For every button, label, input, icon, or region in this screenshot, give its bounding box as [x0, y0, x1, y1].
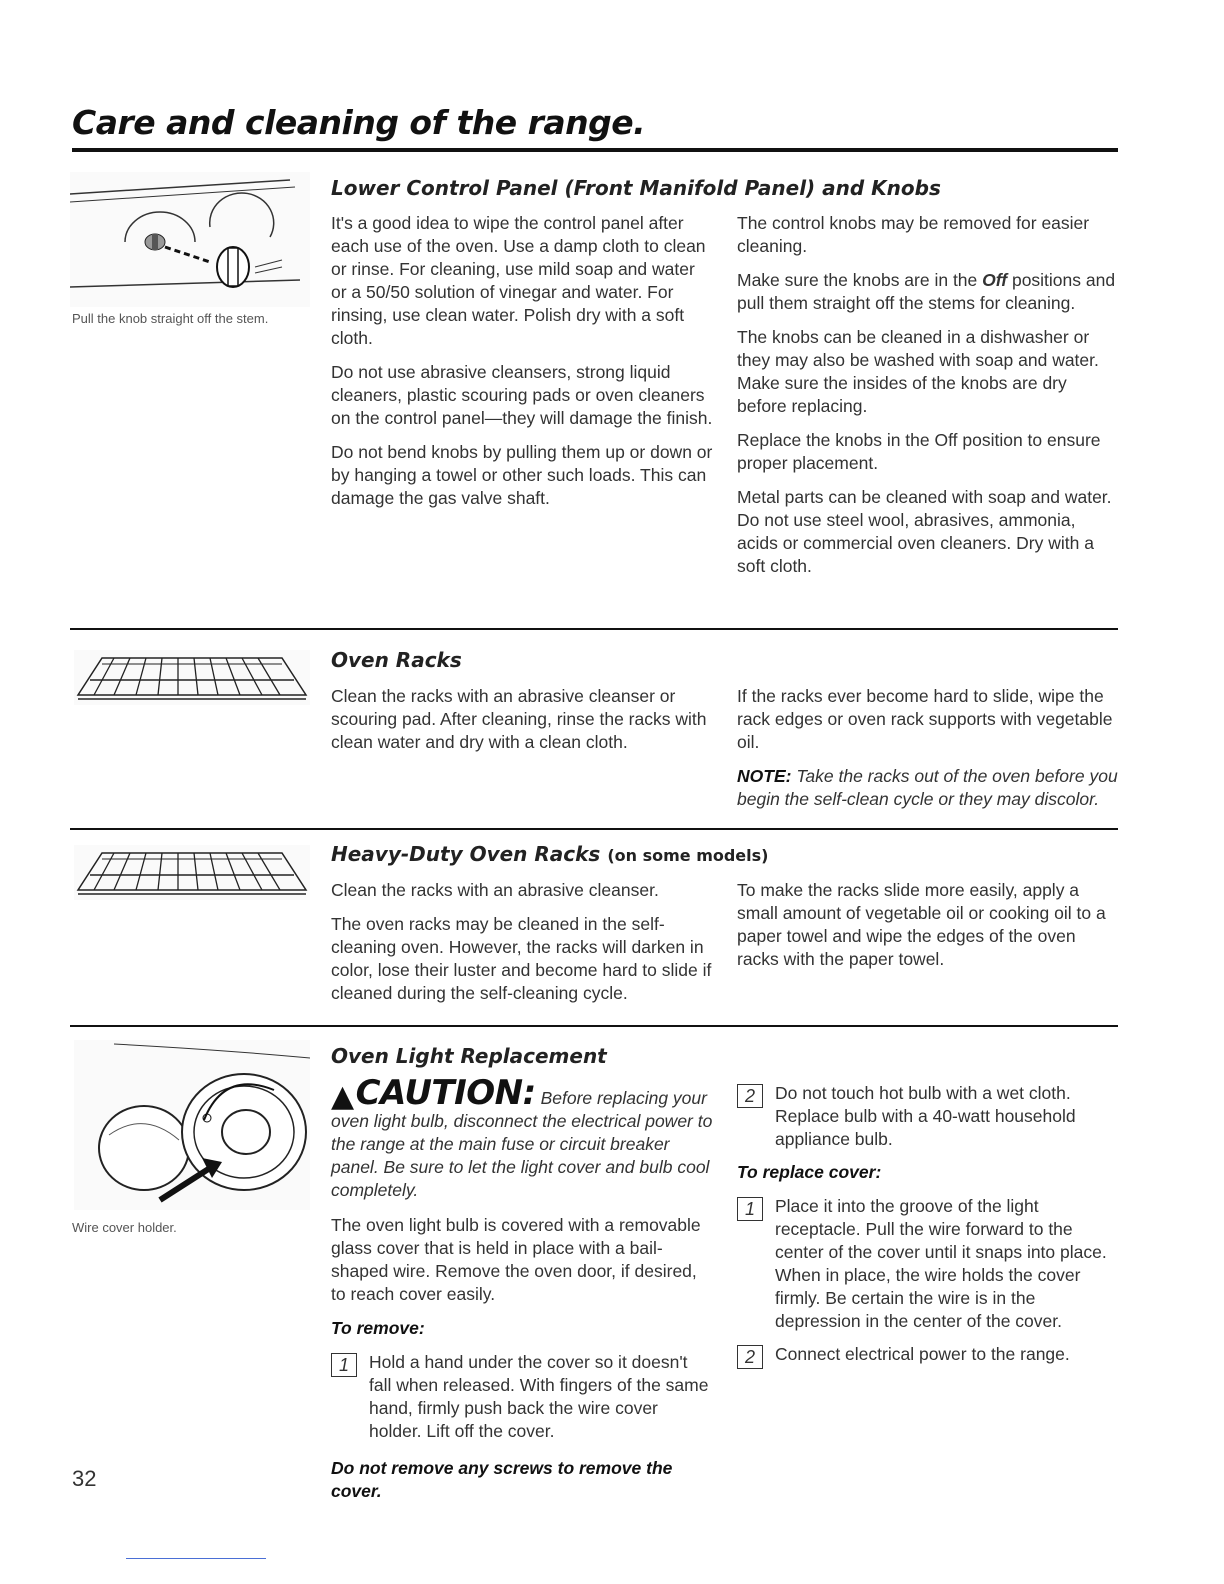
screws-warning: Do not remove any screws to remove the cover. [331, 1458, 673, 1501]
off-emphasis: Off [982, 270, 1008, 290]
oven-light-left-column [331, 1073, 713, 1514]
section-divider [70, 1025, 1118, 1027]
paragraph: The control knobs may be removed for easier cleaning. [737, 213, 1090, 256]
replace-heading: To replace cover: [737, 1162, 882, 1182]
section-divider [70, 828, 1118, 830]
light-cover-illustration [74, 1040, 310, 1210]
oven-light-title: Oven Light Replacement [331, 1044, 607, 1068]
step-number: 1 [331, 1353, 357, 1377]
section-divider [70, 628, 1118, 630]
step-number: 1 [737, 1197, 763, 1221]
wire-cover-caption: Wire cover holder. [72, 1220, 177, 1235]
heavy-duty-rack-illustration [74, 845, 310, 900]
paragraph: Clean the racks with an abrasive cleanser. [331, 880, 659, 900]
note-paragraph [737, 765, 1119, 811]
oven-racks-title: Oven Racks [331, 648, 462, 672]
paragraph: The knobs can be cleaned in a dishwasher or they may also be washed with soap and water. Make sure the insides of the knobs are dry before replacing. [737, 327, 1099, 416]
heavy-duty-right-column [737, 879, 1119, 982]
heavy-duty-left-column [331, 879, 713, 1016]
step-text: Hold a hand under the cover so it doesn't fall when released. With fingers of the same hand, firmly push back the wire cover holder. Lift off the cover. [369, 1352, 709, 1441]
replace-step [737, 1343, 1119, 1369]
step-text: Connect electrical power to the range. [775, 1344, 1070, 1364]
text: Make sure the knobs are in the [737, 270, 983, 290]
note-label: NOTE: [737, 766, 792, 786]
title-divider [72, 148, 1118, 152]
heavy-duty-title-text: Heavy-Duty Oven Racks [331, 842, 601, 866]
caution-paragraph [331, 1073, 713, 1202]
step-text: Do not touch hot bulb with a wet cloth. Replace bulb with a 40-watt household appliance bulb. [775, 1083, 1076, 1149]
knob-illustration [70, 172, 310, 307]
step-number: 2 [737, 1084, 763, 1108]
control-panel-right-column [737, 212, 1119, 589]
paragraph: Do not use abrasive cleansers, strong liquid cleaners, plastic scouring pads or oven cleaners on the control panel—they will damage the finish. [331, 362, 713, 428]
page-title: Care and cleaning of the range. [72, 103, 646, 142]
paragraph: It's a good idea to wipe the control panel after each use of the oven. Use a damp cloth to clean or rinse. For cleaning, use mild soap and water or a 50/50 solution of vinegar and water. For rinsing, use clean water. Polish dry with a soft cloth. [331, 213, 706, 348]
heavy-duty-title-suffix: (on some models) [607, 846, 769, 865]
paragraph: Do not bend knobs by pulling them up or down or by hanging a towel or other such loads. This can damage the gas valve shaft. [331, 442, 713, 508]
knob-caption: Pull the knob straight off the stem. [72, 311, 269, 326]
footer-line [126, 1558, 266, 1559]
note-text: Take the racks out of the oven before you begin the self-clean cycle or they may discolor. [737, 766, 1118, 809]
bulb-step [737, 1082, 1119, 1151]
heavy-duty-title [331, 842, 768, 866]
paragraph: Clean the racks with an abrasive cleanser or scouring pad. After cleaning, rinse the racks with clean water and dry with a clean cloth. [331, 686, 707, 752]
paragraph: The oven racks may be cleaned in the self-cleaning oven. However, the racks will darken in color, lose their luster and become hard to slide if cleaned during the self-cleaning cycle. [331, 914, 712, 1003]
oven-racks-right-column [737, 685, 1119, 822]
oven-racks-left-column [331, 685, 713, 765]
control-panel-left-column [331, 212, 713, 521]
control-panel-title: Lower Control Panel (Front Manifold Panel) and Knobs [331, 176, 941, 200]
paragraph [737, 269, 1119, 315]
warning-icon: ▲ [331, 1079, 354, 1114]
oven-rack-illustration [74, 650, 310, 705]
text: positions and pull them straight off the stems for cleaning. [737, 270, 1116, 313]
remove-step [331, 1351, 713, 1443]
paragraph: If the racks ever become hard to slide, wipe the rack edges or oven rack supports with vegetable oil. [737, 686, 1113, 752]
step-text: Place it into the groove of the light receptacle. Pull the wire forward to the center of the cover until it snaps into place. When in place, the wire holds the cover firmly. Be certain the wire is in the depression in the center of the cover. [775, 1196, 1107, 1331]
remove-heading: To remove: [331, 1318, 425, 1338]
oven-light-right-column [737, 1082, 1119, 1379]
paragraph: The oven light bulb is covered with a removable glass cover that is held in place with a bail-shaped wire. Remove the oven door, if desired, to reach cover easily. [331, 1215, 701, 1304]
page-number: 32 [72, 1466, 97, 1491]
caution-heading [331, 1073, 536, 1113]
caution-text: Before replacing your oven light bulb, disconnect the electrical power to the range at the main fuse or circuit breaker panel. Be sure to let the light cover and bulb cool completely. [331, 1088, 713, 1200]
paragraph: Metal parts can be cleaned with soap and water. Do not use steel wool, abrasives, ammonia, acids or commercial oven cleaners. Dry with a soft cloth. [737, 487, 1112, 576]
replace-step [737, 1195, 1119, 1333]
paragraph: Replace the knobs in the Off position to ensure proper placement. [737, 430, 1101, 473]
step-number: 2 [737, 1345, 763, 1369]
paragraph: To make the racks slide more easily, apply a small amount of vegetable oil or cooking oil to a paper towel and wipe the edges of the oven racks with the paper towel. [737, 880, 1106, 969]
caution-word: CAUTION: [355, 1073, 536, 1113]
